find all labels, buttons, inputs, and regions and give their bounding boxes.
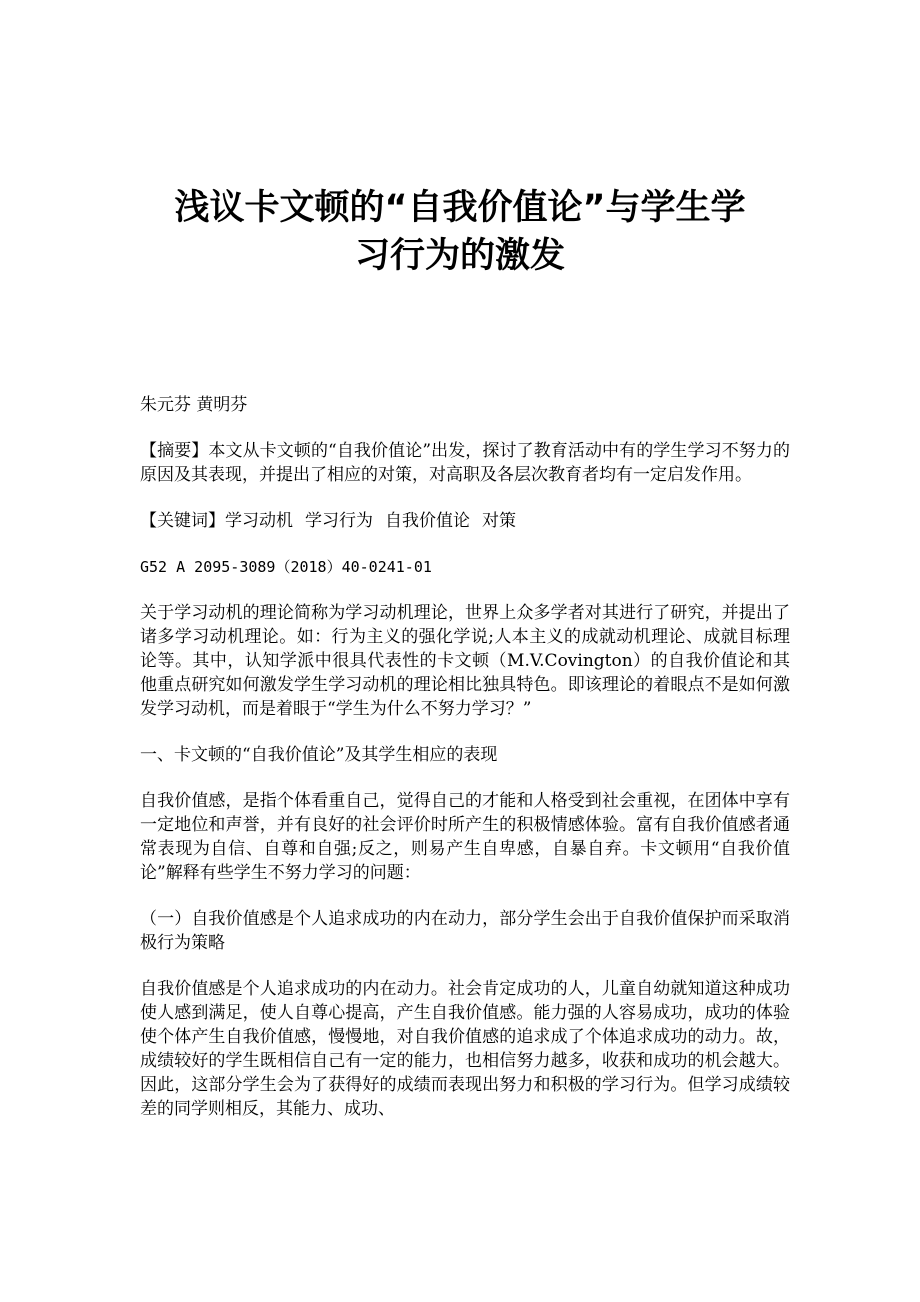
paper-title xyxy=(100,184,820,280)
paper-body xyxy=(140,393,790,1143)
abstract-label: 【摘要】 xyxy=(140,441,209,461)
section-paragraph: 自我价值感，是指个体看重自己，觉得自己的才能和人格受到社会重视，在团体中享有一定地位和声誉，并有良好的社会评价时所产生的积极情感体验。富有自我价值感者通常表现为自信、自尊和自强;反之，则易产生自卑感，自暴自弃。卡文顿用“自我价值论”解释有些学生不努力学习的问题： xyxy=(140,791,790,883)
keywords-label: 【关键词】 xyxy=(140,511,225,531)
keywords xyxy=(140,509,790,533)
paper-title-line-1: 浅议卡文顿的“自我价值论”与学生学 xyxy=(174,188,746,228)
keyword-item: 自我价值论 xyxy=(385,511,470,531)
authors: 朱元芬 黄明芬 xyxy=(140,395,248,415)
abstract xyxy=(140,439,790,487)
classification-code: G52 A 2095-3089（2018）40-0241-01 xyxy=(140,558,432,576)
paper-title-line-2: 习行为的激发 xyxy=(354,236,565,276)
subsection-paragraph: 自我价值感是个人追求成功的内在动力。社会肯定成功的人，儿童自幼就知道这种成功使人感到满足，使人自尊心提高，产生自我价值感。能力强的人容易成功，成功的体验使个体产生自我价值感，慢慢地，对自我价值感的追求成了个体追求成功的动力。故，成绩较好的学生既相信自己有一定的能力，也相信努力越多，收获和成功的机会越大。因此，这部分学生会为了获得好的成绩而表现出努力和积极的学习行为。但学习成绩较差的同学则相反，其能力、成功、 xyxy=(140,979,790,1119)
abstract-text: 本文从卡文顿的“自我价值论”出发，探讨了教育活动中有的学生学习不努力的原因及其表现，并提出了相应的对策，对高职及各层次教育者均有一定启发作用。 xyxy=(140,441,791,485)
intro-paragraph: 关于学习动机的理论简称为学习动机理论，世界上众多学者对其进行了研究，并提出了诸多学习动机理论。如：行为主义的强化学说;人本主义的成就动机理论、成就目标理论等。其中，认知学派中很具代表性的卡文顿（M.V.Covington）的自我价值论和其他重点研究如何激发学生学习动机的理论相比独具特色。即该理论的着眼点不是如何激发学习动机，而是着眼于“学生为什么不努力学习？” xyxy=(140,603,790,719)
subsection-heading: （一）自我价值感是个人追求成功的内在动力，部分学生会出于自我价值保护而采取消极行为策略 xyxy=(140,909,790,953)
keyword-item: 对策 xyxy=(482,511,516,531)
keyword-item: 学习动机 xyxy=(225,511,293,531)
section-heading: 一、卡文顿的“自我价值论”及其学生相应的表现 xyxy=(140,745,498,765)
keyword-item: 学习行为 xyxy=(305,511,373,531)
